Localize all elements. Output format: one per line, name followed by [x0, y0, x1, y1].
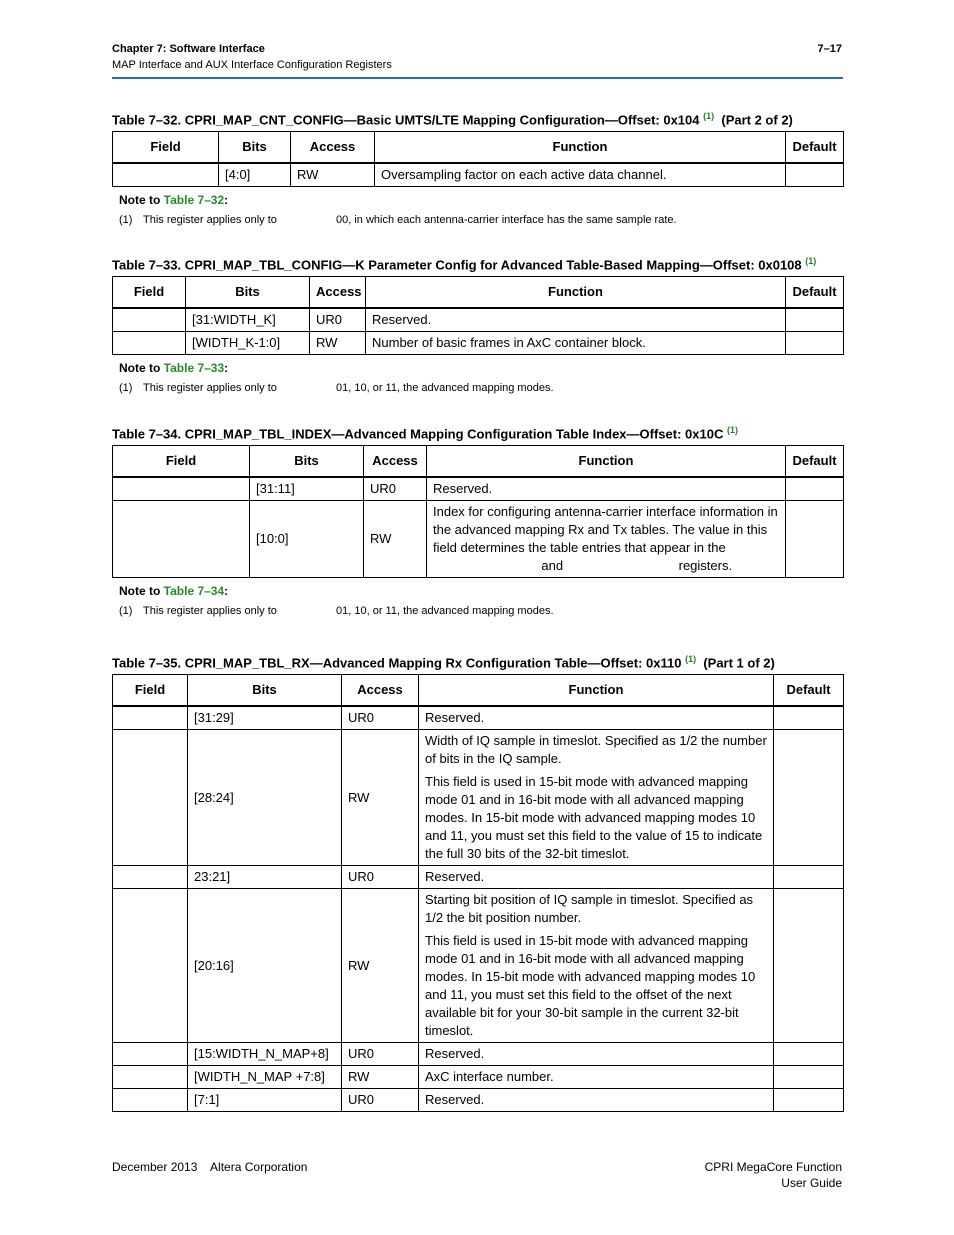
cell-field	[113, 501, 250, 578]
cell-access: RW	[342, 730, 419, 866]
function-paragraph: Number of basic frames in AxC container block.	[372, 335, 646, 350]
col-bits: Bits	[186, 277, 310, 309]
footer-product: CPRI MegaCore Function	[704, 1160, 842, 1174]
function-paragraph: Reserved.	[425, 869, 485, 884]
col-field: Field	[113, 277, 186, 309]
cell-default	[774, 1066, 844, 1089]
table-caption: Table 7–33. CPRI_MAP_TBL_CONFIG—K Parameter Config for Advanced Table-Based Mapping—Offset: 0x0108 $^{(1)}$	[112, 256, 817, 273]
footer-date-company: December 2013 Altera Corporation	[112, 1160, 308, 1174]
cell-function	[366, 332, 786, 355]
cell-bits: [20:16]	[188, 889, 342, 1043]
function-paragraph: This field is used in 15-bit mode with advanced mapping mode 01 and in 16-bit mode with all advanced mapping modes. In 15-bit mode with advanced mapping modes 10 and 11, you must set this field to the value of 15 to indicate the full 30 bits of the 32-bit timeslot.	[425, 774, 763, 861]
table-7-35-block	[112, 650, 843, 1112]
cell-function	[419, 1089, 774, 1112]
cell-default	[774, 889, 844, 1043]
cell-bits: [7:1]	[188, 1089, 342, 1112]
cell-bits: [15:WIDTH_N_MAP+8]	[188, 1043, 342, 1066]
note-heading: Note to Table 7–33:	[119, 361, 229, 375]
col-field: Field	[113, 446, 250, 478]
cell-default	[774, 730, 844, 866]
col-field: Field	[113, 132, 219, 164]
cell-bits: 23:21]	[188, 866, 342, 889]
cell-bits: [10:0]	[250, 501, 364, 578]
page-number: 7–17	[817, 43, 842, 55]
function-paragraph: Starting bit position of IQ sample in timeslot. Specified as 1/2 the bit position number.	[425, 892, 754, 925]
note-item: (1) This register applies only to 01, 10, or 11, the advanced mapping modes.	[119, 605, 554, 617]
cell-access: RW	[364, 501, 427, 578]
cell-function	[427, 501, 786, 578]
function-paragraph: Reserved.	[425, 1092, 485, 1107]
note-table-link[interactable]: Table 7–32	[163, 193, 225, 207]
cell-field	[113, 706, 188, 730]
col-function: Function	[419, 675, 774, 707]
footnote-mark: (1)	[726, 425, 738, 435]
table-caption: Table 7–34. CPRI_MAP_TBL_INDEX—Advanced Mapping Configuration Table Index—Offset: 0x10C $^{(1)}$	[112, 425, 738, 442]
table-row	[113, 866, 844, 889]
cell-function	[419, 1066, 774, 1089]
cell-default	[786, 477, 844, 501]
table-7-33-block	[112, 252, 843, 396]
cell-default	[774, 706, 844, 730]
col-default: Default	[786, 446, 844, 478]
col-function: Function	[375, 132, 786, 164]
header-divider	[112, 77, 843, 79]
cell-bits: [31:11]	[250, 477, 364, 501]
cell-default	[786, 501, 844, 578]
function-paragraph: Reserved.	[433, 481, 493, 496]
table-caption: Table 7–35. CPRI_MAP_TBL_RX—Advanced Mapping Rx Configuration Table—Offset: 0x110 $^{(1)}$ (Part 1 of 2)	[112, 654, 775, 671]
cell-default	[786, 308, 844, 332]
function-paragraph: Reserved.	[372, 312, 432, 327]
table-caption: Table 7–32. CPRI_MAP_CNT_CONFIG—Basic UMTS/LTE Mapping Configuration—Offset: 0x104 $^{(1)}$ (Part 2 of 2)	[112, 111, 793, 128]
cell-access: UR0	[342, 1043, 419, 1066]
cell-default	[774, 1089, 844, 1112]
note-heading: Note to Table 7–32:	[119, 193, 229, 207]
cell-function	[375, 163, 786, 187]
function-paragraph: Oversampling factor on each active data channel.	[381, 167, 667, 182]
table-7-34-block	[112, 421, 843, 619]
footer-doc-type: User Guide	[781, 1176, 842, 1190]
chapter-title: Chapter 7: Software Interface	[112, 43, 265, 55]
cell-function	[419, 889, 774, 1043]
function-paragraph: Reserved.	[425, 710, 485, 725]
function-paragraph: Width of IQ sample in timeslot. Specified as 1/2 the number of bits in the IQ sample.	[425, 733, 767, 766]
cell-field	[113, 332, 186, 355]
cell-bits: [31:29]	[188, 706, 342, 730]
col-bits: Bits	[188, 675, 342, 707]
cell-field	[113, 889, 188, 1043]
table-row	[113, 332, 844, 355]
table-row	[113, 501, 844, 578]
table-row	[113, 1066, 844, 1089]
footnote-mark: (1)	[805, 256, 817, 266]
cell-default	[774, 1043, 844, 1066]
col-default: Default	[786, 277, 844, 309]
note-table-link[interactable]: Table 7–34	[163, 584, 225, 598]
cell-access: RW	[342, 889, 419, 1043]
footnote-mark: (1)	[685, 654, 697, 664]
cell-access: UR0	[364, 477, 427, 501]
register-table-7-33	[112, 276, 844, 355]
register-table-7-35	[112, 674, 844, 1112]
function-paragraph: This field is used in 15-bit mode with advanced mapping mode 01 and in 16-bit mode with all advanced mapping modes. In 15-bit mode with advanced mapping modes 10 and 11, you must set this field to the offset of the next available bit for your 30-bit sample in the current 32-bit timeslot.	[425, 933, 756, 1038]
cell-field	[113, 1089, 188, 1112]
col-access: Access	[291, 132, 375, 164]
cell-field	[113, 477, 250, 501]
table-row	[113, 477, 844, 501]
cell-function	[419, 1043, 774, 1066]
cell-field	[113, 730, 188, 866]
table-row	[113, 889, 844, 1043]
cell-access: UR0	[342, 1089, 419, 1112]
table-row	[113, 1043, 844, 1066]
note-item: (1) This register applies only to 00, in which each antenna-carrier interface has the same sample rate.	[119, 214, 677, 226]
note-item: (1) This register applies only to 01, 10, or 11, the advanced mapping modes.	[119, 382, 554, 394]
cell-bits: [WIDTH_K-1:0]	[186, 332, 310, 355]
cell-default	[786, 332, 844, 355]
cell-field	[113, 1066, 188, 1089]
col-access: Access	[342, 675, 419, 707]
function-paragraph: Reserved.	[425, 1046, 485, 1061]
cell-access: UR0	[342, 866, 419, 889]
footnote-mark: (1)	[703, 111, 715, 121]
cell-function	[419, 706, 774, 730]
note-table-link[interactable]: Table 7–33	[163, 361, 225, 375]
cell-function	[419, 866, 774, 889]
col-field: Field	[113, 675, 188, 707]
cell-default	[774, 866, 844, 889]
note-heading: Note to Table 7–34:	[119, 584, 229, 598]
cell-field	[113, 1043, 188, 1066]
cell-access: RW	[291, 163, 375, 187]
col-default: Default	[786, 132, 844, 164]
cell-access: RW	[342, 1066, 419, 1089]
cell-access: UR0	[342, 706, 419, 730]
register-table-7-32	[112, 131, 844, 187]
cell-bits: [31:WIDTH_K]	[186, 308, 310, 332]
cell-function	[366, 308, 786, 332]
register-table-7-34	[112, 445, 844, 578]
cell-field	[113, 866, 188, 889]
cell-function	[419, 730, 774, 866]
table-7-32-block	[112, 107, 843, 228]
cell-default	[786, 163, 844, 187]
cell-bits: [4:0]	[219, 163, 291, 187]
table-row	[113, 308, 844, 332]
table-row	[113, 163, 844, 187]
col-bits: Bits	[250, 446, 364, 478]
table-row	[113, 1089, 844, 1112]
cell-access: RW	[310, 332, 366, 355]
col-default: Default	[774, 675, 844, 707]
cell-field	[113, 163, 219, 187]
cell-field	[113, 308, 186, 332]
cell-access: UR0	[310, 308, 366, 332]
cell-bits: [28:24]	[188, 730, 342, 866]
col-access: Access	[364, 446, 427, 478]
section-title: MAP Interface and AUX Interface Configuration Registers	[112, 59, 392, 71]
col-function: Function	[427, 446, 786, 478]
col-function: Function	[366, 277, 786, 309]
function-paragraph: AxC interface number.	[425, 1069, 554, 1084]
function-paragraph: Index for configuring antenna-carrier interface information in the advanced mapping Rx and Tx tables. The value in this field determines the table entries that appear in the and registers.	[433, 504, 778, 573]
table-row	[113, 706, 844, 730]
cell-bits: [WIDTH_N_MAP +7:8]	[188, 1066, 342, 1089]
cell-function	[427, 477, 786, 501]
col-bits: Bits	[219, 132, 291, 164]
col-access: Access	[310, 277, 366, 309]
table-row	[113, 730, 844, 866]
